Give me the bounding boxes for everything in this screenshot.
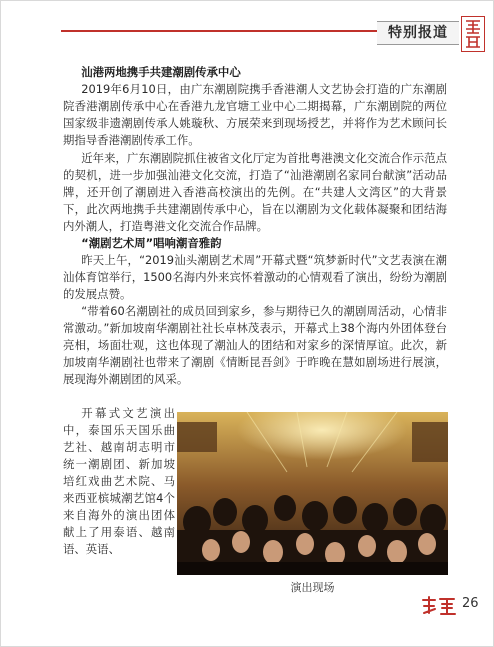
section-title: 特别报道 — [388, 25, 448, 41]
article-body-top — [63, 64, 447, 388]
page-number: 26 — [462, 596, 479, 611]
paragraph-1: 2019年6月10日，由广东潮剧院携手香港潮人文艺协会打造的广东潮剧院香港潮剧传承中心在香港九龙官塘工业中心二期揭幕，广东潮剧院的两位国家级非遗潮剧传承人姚璇秋、方展荣来到现场授艺，并将作为艺术顾问长期指导香港潮剧传承工作。 — [63, 82, 447, 147]
paragraph-3: 昨天上午，“2019汕头潮剧艺术周”开幕式暨“筑梦新时代”文艺表演在潮汕体育馆举行，1500名海内外来宾怀着激动的心情观看了演出，纷纷为潮剧的发展点赞。 — [63, 253, 447, 301]
header-rule — [61, 30, 377, 32]
subheading-1: 汕港两地携手共建潮剧传承中心 — [81, 65, 241, 79]
paragraph-4: “带着60名潮剧社的成员回到家乡，参与期待已久的潮剧周活动，心情非常激动。”新加坡南华潮剧社社长卓林茂表示，开幕式上38个海内外团体登台亮相，场面壮观，这也体现了潮汕人的团结和对家乡的深情厚谊。此次，新加坡南华潮剧社也带来了潮剧《情断昆吾剑》于昨晚在慧如剧场进行展演，展现海外潮剧团的风采。 — [63, 304, 447, 386]
photo-caption: 演出现场 — [290, 581, 335, 594]
chaoju-seal-logo — [461, 16, 485, 52]
paragraph-2: 近年来，广东潮剧院抓住被省文化厅定为首批粤港澳文化交流合作示范点的契机，进一步加强汕港文化交流，打造了“汕港潮剧名家同台献演”活动品牌，还开创了潮剧进入香港高校演出的先例。在“共建人文湾区”的大背景下，此次两地携手共建潮剧传承中心，旨在以潮剧为文化载体凝聚和团结海内外潮人，打造粤港文化交流合作品牌。 — [63, 151, 447, 233]
paragraph-5: 开幕式文艺演出中，泰国乐天国乐曲艺社、越南胡志明市统一潮剧团、新加坡培红戏曲艺术院、马来西亚槟城潮艺馆4个来自海外的演出团体献上了用泰语、越南语、英语、 — [63, 406, 175, 556]
subheading-2: “潮剧艺术周”唱响潮音雅韵 — [81, 236, 222, 250]
chaoju-magazine-logo — [420, 595, 458, 617]
performance-audience-photo — [177, 412, 448, 575]
article-body-wrap — [63, 405, 175, 558]
